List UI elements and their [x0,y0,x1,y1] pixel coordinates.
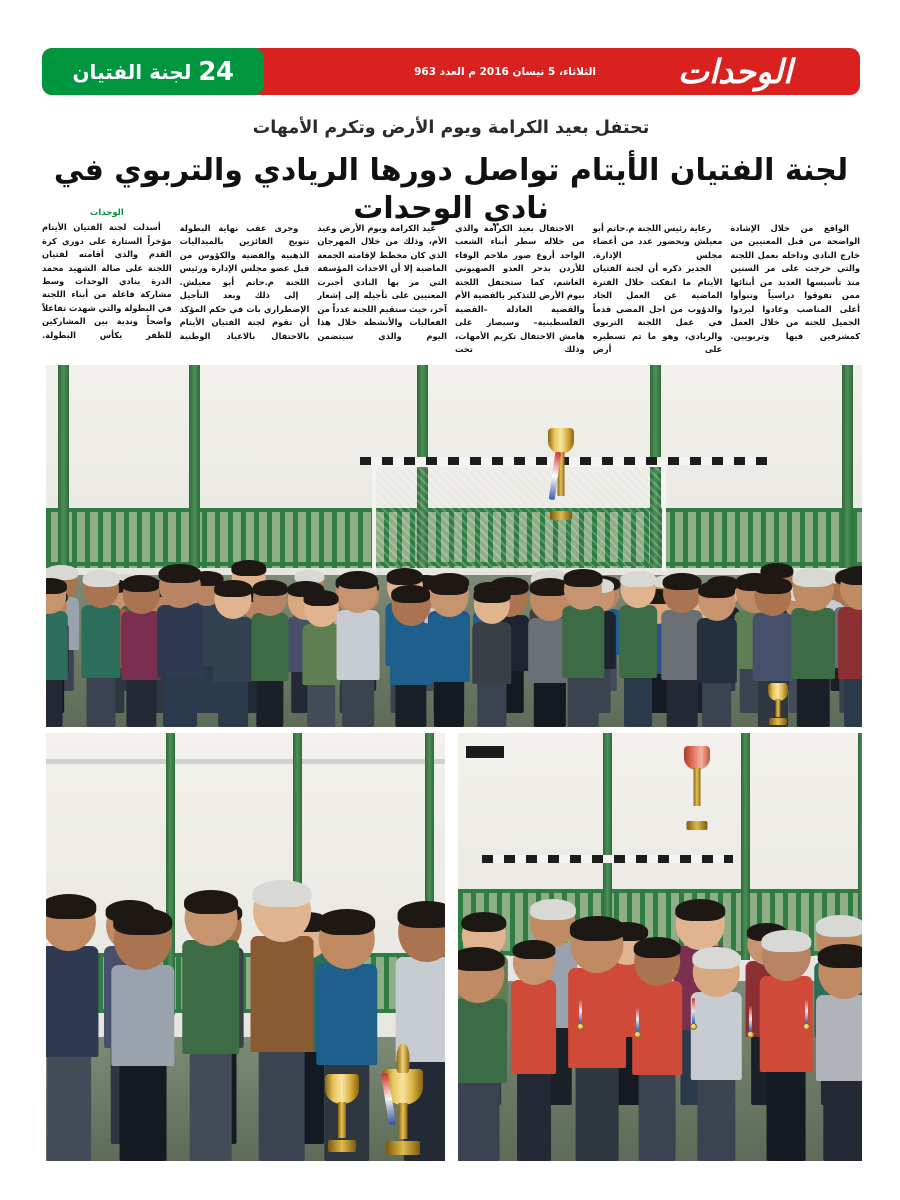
text-column-1 [42,208,172,356]
article-kicker: تحتفل بعيد الكرامة ويوم الأرض وتكرم الأمهات [252,118,650,138]
text-column-3 [317,208,447,356]
publication-logo: الوحدات [677,52,793,91]
paragraph: الجدير ذكره أن لجنة الفتيان الأيتام ما انفكت خلال الفترة الماضية عن العمل الجاد والدؤوب من اجل المضي قدماً في عمل اللجنة التربوي والريادي، وهو ما تم تسطيره على أرض [592,263,723,354]
article-body-columns [42,208,860,356]
issue-date-line: الثلاثاء، 5 نيسان 2016 م العدد 963 [414,65,596,78]
paragraph: رعاية رئيس اللجنة م.حاتم أبو معيلش وبحضور عدد من أعضاء مجلس الإدارة. [592,223,723,260]
section-number: 24 [198,56,234,87]
byline: الوحدات [89,208,124,218]
paragraph: الواقع من خلال الإشادة الواضحة من قبل المعنيين من خارج النادي وداخله بعمل اللجنة والتي خرجت على مر السنين منذ تأسيسها العديد من أبنائها ممن تفوقوا دراسياً وتبوأوا أعلى المناصب وعادوا ليردوا الجميل للجنة من خلال العمل كمشرفين فيها وتربويين. [730,223,861,341]
paragraph: إلى ذلك وبعد التأجيل الإضطراري بات في حكم المؤكد أن تقوم لجنة الفتيان الأيتام بالاحتفال بالاعياد الوطنية [179,290,310,341]
section-name: لجنة الفتيان [72,59,192,84]
paragraph: عيد الكرامة ويوم الأرض وعيد الأم، وذلك من خلال المهرجان الذي كان مخطط لإقامته الجمعة الماضية إلا أن الاحداث المؤسفة التي مر بها النادي أجبرت المعنيين على تأجيله إلى إشعار آخر، حيث ستقيم اللجنة عدداً من الفعاليات والأنشطة خلال هذا اليوم والذي سيتضمن [317,223,448,341]
text-column-6 [730,208,860,356]
group-photo-sports-hall [46,365,862,727]
masthead-middle [264,48,610,95]
paragraph: الاحتفال بعيد الكرامة والذي من خلاله سطر أبناء الشعب الواحد أروع صور ملاحم الوفاء للأردن بدحر العدو الصهيوني الغاشم، كما ستحتفل اللجنة بيوم الأرض للتذكير بالقضية الأم والقضية العادلة –القضية الفلسطينية– وسيصار على هامش الاحتفال تكريم الأمهات، وذلك تحت [455,223,585,354]
text-column-2 [180,208,310,356]
paragraph: وجرى عقب نهاية البطولة تتويج الفائزين بالميداليات الذهبية والفضية والكؤوس من قبل عضو مجلس الإدارة ورئيس اللجنة م.حاتم أبو معيلش. [179,223,310,287]
masthead-bar [42,48,860,95]
article-headline: لجنة الفتيان الأيتام تواصل دورها الريادي والتربوي في نادي الوحدات [53,153,849,227]
text-column-4 [455,208,585,356]
brand-wrap [610,48,860,95]
paragraph: أسدلت لجنة الفتيان الأيتام مؤخراً الستارة على دوري كرة القدم والذي أقامته لفتيان اللجنة على صالة الشهيد محمد الدرة بنادي الوحدات وسط مشاركة فاعلة من أبناء اللجنة في البطولة والتي شهدت تفاعلاً واضحاً وندية بين المشاركين للظفر بكأس البطولة. [42,222,172,340]
officials-with-trophies-photo [46,733,445,1161]
section-tag[interactable] [42,48,264,95]
text-column-5 [593,208,723,356]
medal-ceremony-photo [458,733,862,1161]
